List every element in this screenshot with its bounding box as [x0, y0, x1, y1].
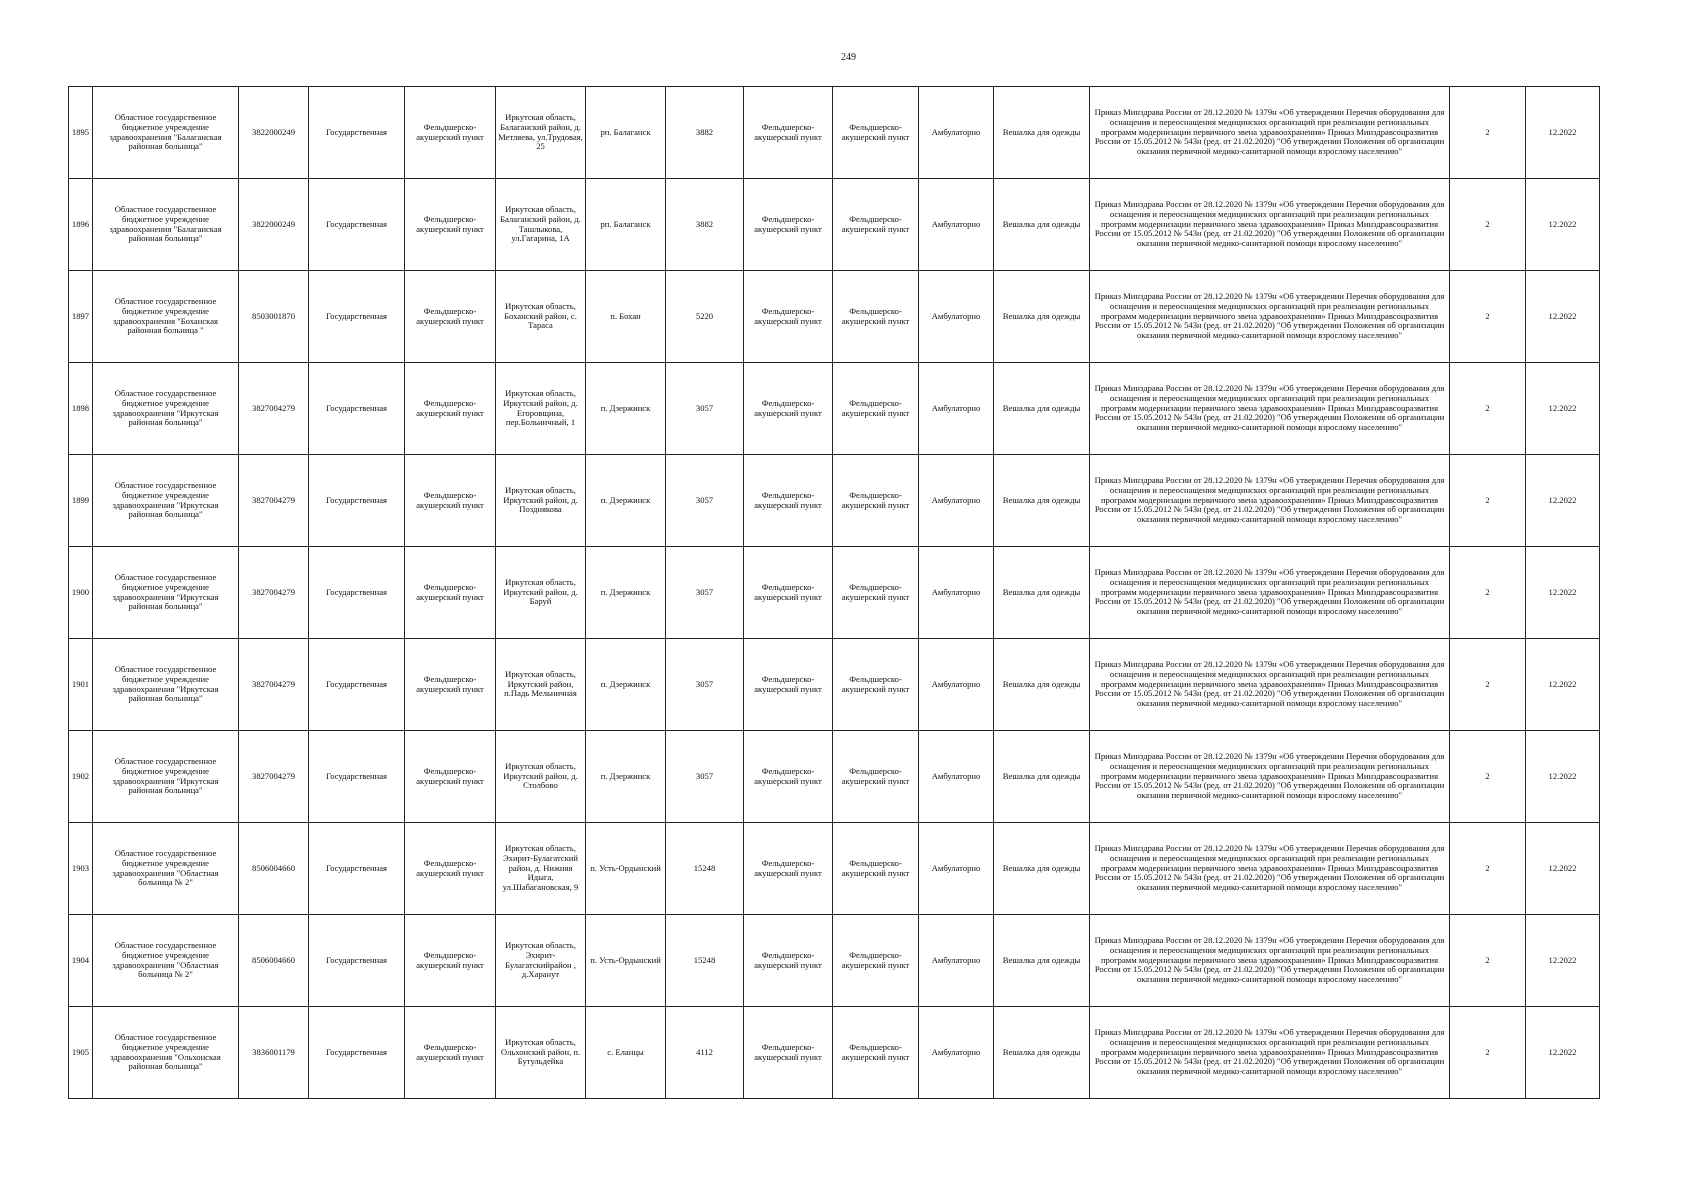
unit-type-cell: Фельдшерско-акушерский пункт	[744, 87, 833, 179]
equipment-cell: Вешалка для одежды	[994, 547, 1090, 639]
subunit-cell: Фельдшерско-акушерский пункт	[833, 915, 919, 1007]
locality-cell: п. Усть-Ордынский	[586, 823, 666, 915]
unit-type-cell: Фельдшерско-акушерский пункт	[744, 639, 833, 731]
organization-cell: Областное государственное бюджетное учреждение здравоохранения "Иркутская районная больница"	[93, 731, 239, 823]
unit-type-cell: Фельдшерско-акушерский пункт	[744, 823, 833, 915]
quantity-cell: 2	[1450, 823, 1526, 915]
legal-basis-cell: Приказ Минздрава России от 28.12.2020 № 1379н «Об утверждении Перечня оборудования для оснащения и переоснащения медицинских организаций при реализации региональных программ модернизации первичного звена здравоохранения» Приказ Минздравсоцразвития России от 15.05.2012 № 543н (ред. от 21.02.2020) "Об утверждении Положения об организации оказания первичной медико-санитарной помощи взрослому населению"	[1090, 363, 1450, 455]
inn-cell: 8503001870	[239, 271, 309, 363]
inn-cell: 3827004279	[239, 455, 309, 547]
facility-type-cell: Фельдшерско-акушерский пункт	[405, 179, 496, 271]
table-row	[69, 455, 1600, 547]
table-body	[69, 87, 1600, 1099]
facility-type-cell: Фельдшерско-акушерский пункт	[405, 639, 496, 731]
table-row	[69, 639, 1600, 731]
population-cell: 3057	[666, 455, 744, 547]
ownership-cell: Государственная	[309, 271, 405, 363]
quantity-cell: 2	[1450, 1007, 1526, 1099]
subunit-cell: Фельдшерско-акушерский пункт	[833, 731, 919, 823]
subunit-cell: Фельдшерско-акушерский пункт	[833, 363, 919, 455]
ownership-cell: Государственная	[309, 547, 405, 639]
row-number-cell: 1905	[69, 1007, 93, 1099]
address-cell: Иркутская область, Эхирит-Булагатский район, д. Нижняя Идыга, ул.Шабагановская, 9	[496, 823, 586, 915]
address-cell: Иркутская область, Иркутский район, д. Позднякова	[496, 455, 586, 547]
address-cell: Иркутская область, Иркутский район, п.Падь Мельничная	[496, 639, 586, 731]
facility-type-cell: Фельдшерско-акушерский пункт	[405, 1007, 496, 1099]
population-cell: 3057	[666, 639, 744, 731]
quantity-cell: 2	[1450, 547, 1526, 639]
table-row	[69, 823, 1600, 915]
quantity-cell: 2	[1450, 731, 1526, 823]
organization-cell: Областное государственное бюджетное учреждение здравоохранения "Иркутская районная больница"	[93, 639, 239, 731]
date-cell: 12.2022	[1526, 455, 1600, 547]
unit-type-cell: Фельдшерско-акушерский пункт	[744, 1007, 833, 1099]
quantity-cell: 2	[1450, 363, 1526, 455]
equipment-cell: Вешалка для одежды	[994, 271, 1090, 363]
organization-cell: Областное государственное бюджетное учреждение здравоохранения "Ольхонская районная больница"	[93, 1007, 239, 1099]
care-type-cell: Амбулаторно	[919, 271, 994, 363]
table-row	[69, 1007, 1600, 1099]
table-row	[69, 363, 1600, 455]
date-cell: 12.2022	[1526, 915, 1600, 1007]
facility-type-cell: Фельдшерско-акушерский пункт	[405, 731, 496, 823]
care-type-cell: Амбулаторно	[919, 823, 994, 915]
equipment-cell: Вешалка для одежды	[994, 915, 1090, 1007]
address-cell: Иркутская область, Иркутский район, д. Егоровщина, пер.Больничный, 1	[496, 363, 586, 455]
date-cell: 12.2022	[1526, 823, 1600, 915]
date-cell: 12.2022	[1526, 639, 1600, 731]
quantity-cell: 2	[1450, 915, 1526, 1007]
locality-cell: п. Дзержинск	[586, 363, 666, 455]
address-cell: Иркутская область, Боханский район, с. Тараса	[496, 271, 586, 363]
ownership-cell: Государственная	[309, 87, 405, 179]
inn-cell: 8506004660	[239, 915, 309, 1007]
quantity-cell: 2	[1450, 271, 1526, 363]
ownership-cell: Государственная	[309, 915, 405, 1007]
locality-cell: п. Бохан	[586, 271, 666, 363]
ownership-cell: Государственная	[309, 455, 405, 547]
locality-cell: рп. Балаганск	[586, 179, 666, 271]
address-cell: Иркутская область, Эхирит-Булагатскийрайон , д.Харанут	[496, 915, 586, 1007]
row-number-cell: 1897	[69, 271, 93, 363]
population-cell: 3057	[666, 363, 744, 455]
inn-cell: 3836001179	[239, 1007, 309, 1099]
legal-basis-cell: Приказ Минздрава России от 28.12.2020 № 1379н «Об утверждении Перечня оборудования для оснащения и переоснащения медицинских организаций при реализации региональных программ модернизации первичного звена здравоохранения» Приказ Минздравсоцразвития России от 15.05.2012 № 543н (ред. от 21.02.2020) "Об утверждении Положения об организации оказания первичной медико-санитарной помощи взрослому населению"	[1090, 731, 1450, 823]
subunit-cell: Фельдшерско-акушерский пункт	[833, 455, 919, 547]
facility-type-cell: Фельдшерско-акушерский пункт	[405, 271, 496, 363]
locality-cell: рп. Балаганск	[586, 87, 666, 179]
unit-type-cell: Фельдшерско-акушерский пункт	[744, 179, 833, 271]
care-type-cell: Амбулаторно	[919, 87, 994, 179]
equipment-cell: Вешалка для одежды	[994, 363, 1090, 455]
ownership-cell: Государственная	[309, 731, 405, 823]
table-row	[69, 179, 1600, 271]
facility-type-cell: Фельдшерско-акушерский пункт	[405, 455, 496, 547]
address-cell: Иркутская область, Иркутский район, д. Столбово	[496, 731, 586, 823]
date-cell: 12.2022	[1526, 271, 1600, 363]
locality-cell: п. Дзержинск	[586, 639, 666, 731]
date-cell: 12.2022	[1526, 547, 1600, 639]
equipment-cell: Вешалка для одежды	[994, 455, 1090, 547]
subunit-cell: Фельдшерско-акушерский пункт	[833, 87, 919, 179]
population-cell: 4112	[666, 1007, 744, 1099]
organization-cell: Областное государственное бюджетное учреждение здравоохранения "Иркутская районная больница"	[93, 547, 239, 639]
care-type-cell: Амбулаторно	[919, 363, 994, 455]
care-type-cell: Амбулаторно	[919, 179, 994, 271]
care-type-cell: Амбулаторно	[919, 547, 994, 639]
legal-basis-cell: Приказ Минздрава России от 28.12.2020 № 1379н «Об утверждении Перечня оборудования для оснащения и переоснащения медицинских организаций при реализации региональных программ модернизации первичного звена здравоохранения» Приказ Минздравсоцразвития России от 15.05.2012 № 543н (ред. от 21.02.2020) "Об утверждении Положения об организации оказания первичной медико-санитарной помощи взрослому населению"	[1090, 179, 1450, 271]
row-number-cell: 1895	[69, 87, 93, 179]
date-cell: 12.2022	[1526, 363, 1600, 455]
care-type-cell: Амбулаторно	[919, 1007, 994, 1099]
equipment-registry-table	[68, 86, 1600, 1099]
inn-cell: 3827004279	[239, 731, 309, 823]
inn-cell: 3822000249	[239, 179, 309, 271]
row-number-cell: 1899	[69, 455, 93, 547]
facility-type-cell: Фельдшерско-акушерский пункт	[405, 915, 496, 1007]
population-cell: 3882	[666, 179, 744, 271]
organization-cell: Областное государственное бюджетное учреждение здравоохранения "Иркутская районная больница"	[93, 455, 239, 547]
population-cell: 3057	[666, 731, 744, 823]
subunit-cell: Фельдшерско-акушерский пункт	[833, 823, 919, 915]
table-row	[69, 271, 1600, 363]
inn-cell: 8506004660	[239, 823, 309, 915]
population-cell: 5220	[666, 271, 744, 363]
legal-basis-cell: Приказ Минздрава России от 28.12.2020 № 1379н «Об утверждении Перечня оборудования для оснащения и переоснащения медицинских организаций при реализации региональных программ модернизации первичного звена здравоохранения» Приказ Минздравсоцразвития России от 15.05.2012 № 543н (ред. от 21.02.2020) "Об утверждении Положения об организации оказания первичной медико-санитарной помощи взрослому населению"	[1090, 1007, 1450, 1099]
legal-basis-cell: Приказ Минздрава России от 28.12.2020 № 1379н «Об утверждении Перечня оборудования для оснащения и переоснащения медицинских организаций при реализации региональных программ модернизации первичного звена здравоохранения» Приказ Минздравсоцразвития России от 15.05.2012 № 543н (ред. от 21.02.2020) "Об утверждении Положения об организации оказания первичной медико-санитарной помощи взрослому населению"	[1090, 455, 1450, 547]
unit-type-cell: Фельдшерско-акушерский пункт	[744, 547, 833, 639]
facility-type-cell: Фельдшерско-акушерский пункт	[405, 547, 496, 639]
inn-cell: 3822000249	[239, 87, 309, 179]
date-cell: 12.2022	[1526, 87, 1600, 179]
table-row	[69, 731, 1600, 823]
inn-cell: 3827004279	[239, 639, 309, 731]
row-number-cell: 1898	[69, 363, 93, 455]
legal-basis-cell: Приказ Минздрава России от 28.12.2020 № 1379н «Об утверждении Перечня оборудования для оснащения и переоснащения медицинских организаций при реализации региональных программ модернизации первичного звена здравоохранения» Приказ Минздравсоцразвития России от 15.05.2012 № 543н (ред. от 21.02.2020) "Об утверждении Положения об организации оказания первичной медико-санитарной помощи взрослому населению"	[1090, 915, 1450, 1007]
population-cell: 15248	[666, 823, 744, 915]
row-number-cell: 1896	[69, 179, 93, 271]
population-cell: 3882	[666, 87, 744, 179]
unit-type-cell: Фельдшерско-акушерский пункт	[744, 915, 833, 1007]
locality-cell: с. Еланцы	[586, 1007, 666, 1099]
facility-type-cell: Фельдшерско-акушерский пункт	[405, 87, 496, 179]
legal-basis-cell: Приказ Минздрава России от 28.12.2020 № 1379н «Об утверждении Перечня оборудования для оснащения и переоснащения медицинских организаций при реализации региональных программ модернизации первичного звена здравоохранения» Приказ Минздравсоцразвития России от 15.05.2012 № 543н (ред. от 21.02.2020) "Об утверждении Положения об организации оказания первичной медико-санитарной помощи взрослому населению"	[1090, 823, 1450, 915]
row-number-cell: 1904	[69, 915, 93, 1007]
row-number-cell: 1900	[69, 547, 93, 639]
equipment-cell: Вешалка для одежды	[994, 823, 1090, 915]
quantity-cell: 2	[1450, 179, 1526, 271]
equipment-cell: Вешалка для одежды	[994, 87, 1090, 179]
legal-basis-cell: Приказ Минздрава России от 28.12.2020 № 1379н «Об утверждении Перечня оборудования для оснащения и переоснащения медицинских организаций при реализации региональных программ модернизации первичного звена здравоохранения» Приказ Минздравсоцразвития России от 15.05.2012 № 543н (ред. от 21.02.2020) "Об утверждении Положения об организации оказания первичной медико-санитарной помощи взрослому населению"	[1090, 87, 1450, 179]
equipment-cell: Вешалка для одежды	[994, 731, 1090, 823]
address-cell: Иркутская область, Иркутский район, д. Баруй	[496, 547, 586, 639]
table-row	[69, 547, 1600, 639]
organization-cell: Областное государственное бюджетное учреждение здравоохранения "Иркутская районная больница"	[93, 363, 239, 455]
unit-type-cell: Фельдшерско-акушерский пункт	[744, 363, 833, 455]
date-cell: 12.2022	[1526, 179, 1600, 271]
ownership-cell: Государственная	[309, 823, 405, 915]
population-cell: 3057	[666, 547, 744, 639]
care-type-cell: Амбулаторно	[919, 915, 994, 1007]
care-type-cell: Амбулаторно	[919, 455, 994, 547]
inn-cell: 3827004279	[239, 547, 309, 639]
quantity-cell: 2	[1450, 639, 1526, 731]
address-cell: Иркутская область, Ольхонский район, п. Бутульдейка	[496, 1007, 586, 1099]
facility-type-cell: Фельдшерско-акушерский пункт	[405, 363, 496, 455]
date-cell: 12.2022	[1526, 1007, 1600, 1099]
care-type-cell: Амбулаторно	[919, 639, 994, 731]
row-number-cell: 1902	[69, 731, 93, 823]
quantity-cell: 2	[1450, 455, 1526, 547]
legal-basis-cell: Приказ Минздрава России от 28.12.2020 № 1379н «Об утверждении Перечня оборудования для оснащения и переоснащения медицинских организаций при реализации региональных программ модернизации первичного звена здравоохранения» Приказ Минздравсоцразвития России от 15.05.2012 № 543н (ред. от 21.02.2020) "Об утверждении Положения об организации оказания первичной медико-санитарной помощи взрослому населению"	[1090, 271, 1450, 363]
page-number: 249	[841, 52, 856, 63]
equipment-cell: Вешалка для одежды	[994, 1007, 1090, 1099]
ownership-cell: Государственная	[309, 363, 405, 455]
ownership-cell: Государственная	[309, 639, 405, 731]
locality-cell: п. Дзержинск	[586, 455, 666, 547]
date-cell: 12.2022	[1526, 731, 1600, 823]
table-row	[69, 915, 1600, 1007]
organization-cell: Областное государственное бюджетное учреждение здравоохранения "Боханская районная больница "	[93, 271, 239, 363]
organization-cell: Областное государственное бюджетное учреждение здравоохранения "Балаганская районная больница"	[93, 179, 239, 271]
subunit-cell: Фельдшерско-акушерский пункт	[833, 639, 919, 731]
subunit-cell: Фельдшерско-акушерский пункт	[833, 547, 919, 639]
organization-cell: Областное государственное бюджетное учреждение здравоохранения "Областная больница № 2"	[93, 915, 239, 1007]
ownership-cell: Государственная	[309, 1007, 405, 1099]
equipment-cell: Вешалка для одежды	[994, 179, 1090, 271]
legal-basis-cell: Приказ Минздрава России от 28.12.2020 № 1379н «Об утверждении Перечня оборудования для оснащения и переоснащения медицинских организаций при реализации региональных программ модернизации первичного звена здравоохранения» Приказ Минздравсоцразвития России от 15.05.2012 № 543н (ред. от 21.02.2020) "Об утверждении Положения об организации оказания первичной медико-санитарной помощи взрослому населению"	[1090, 547, 1450, 639]
locality-cell: п. Дзержинск	[586, 731, 666, 823]
row-number-cell: 1903	[69, 823, 93, 915]
care-type-cell: Амбулаторно	[919, 731, 994, 823]
address-cell: Иркутская область, Балаганский район, д. Метляева, ул.Трудовая, 25	[496, 87, 586, 179]
equipment-cell: Вешалка для одежды	[994, 639, 1090, 731]
locality-cell: п. Дзержинск	[586, 547, 666, 639]
quantity-cell: 2	[1450, 87, 1526, 179]
locality-cell: п. Усть-Ордынский	[586, 915, 666, 1007]
row-number-cell: 1901	[69, 639, 93, 731]
facility-type-cell: Фельдшерско-акушерский пункт	[405, 823, 496, 915]
subunit-cell: Фельдшерско-акушерский пункт	[833, 271, 919, 363]
unit-type-cell: Фельдшерско-акушерский пункт	[744, 731, 833, 823]
legal-basis-cell: Приказ Минздрава России от 28.12.2020 № 1379н «Об утверждении Перечня оборудования для оснащения и переоснащения медицинских организаций при реализации региональных программ модернизации первичного звена здравоохранения» Приказ Минздравсоцразвития России от 15.05.2012 № 543н (ред. от 21.02.2020) "Об утверждении Положения об организации оказания первичной медико-санитарной помощи взрослому населению"	[1090, 639, 1450, 731]
organization-cell: Областное государственное бюджетное учреждение здравоохранения "Балаганская районная больница"	[93, 87, 239, 179]
ownership-cell: Государственная	[309, 179, 405, 271]
subunit-cell: Фельдшерско-акушерский пункт	[833, 179, 919, 271]
subunit-cell: Фельдшерско-акушерский пункт	[833, 1007, 919, 1099]
unit-type-cell: Фельдшерско-акушерский пункт	[744, 271, 833, 363]
organization-cell: Областное государственное бюджетное учреждение здравоохранения "Областная больница № 2"	[93, 823, 239, 915]
unit-type-cell: Фельдшерско-акушерский пункт	[744, 455, 833, 547]
inn-cell: 3827004279	[239, 363, 309, 455]
population-cell: 15248	[666, 915, 744, 1007]
table-row	[69, 87, 1600, 179]
address-cell: Иркутская область, Балаганский район, д. Ташлыкова, ул.Гагарина, 1А	[496, 179, 586, 271]
